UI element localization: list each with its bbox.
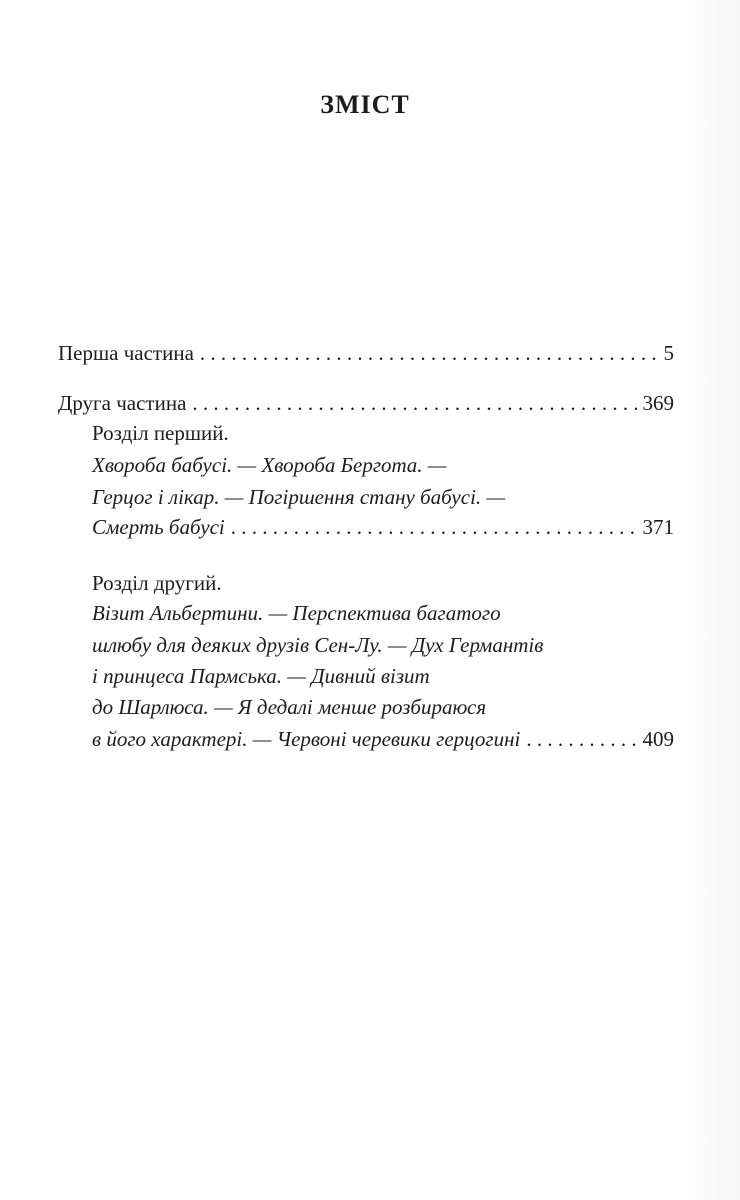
page-edge-shade — [680, 0, 740, 1200]
toc-entry-chapter1[interactable] — [92, 512, 674, 542]
dot-leader — [200, 338, 658, 368]
chapter2-line-3: і принцеса Пармська. — Дивний візит — [92, 664, 430, 688]
toc-entry-part1[interactable] — [58, 338, 674, 368]
toc-page-number: 5 — [663, 341, 674, 365]
dot-leader — [526, 724, 636, 754]
chapter2-heading: Розділ другий. — [92, 571, 222, 595]
chapter1-line-1: Хвороба бабусі. — Хвороба Берготa. — — [92, 453, 447, 477]
toc-page-number: 369 — [642, 391, 674, 415]
chapter2-line-2: шлюбу для деяких друзів Сен-Лу. — Дух Германтів — [92, 633, 544, 657]
chapter2-line-1: Візит Альбертини. — Перспектива багатого — [92, 601, 501, 625]
toc-page-number: 409 — [642, 727, 674, 751]
dot-leader — [192, 388, 636, 418]
toc-page-number: 371 — [642, 515, 674, 539]
chapter1-line-3: Смерть бабусі — [92, 515, 225, 539]
toc-entry-label: Друга частина — [58, 391, 187, 415]
dot-leader — [231, 512, 637, 542]
toc-entry-chapter2[interactable] — [92, 724, 674, 754]
toc-entry-label: Перша частина — [58, 341, 194, 365]
chapter2-line-4: до Шарлюса. — Я дедалі менше розбираюся — [92, 695, 487, 719]
page-title: ЗМІСТ — [320, 90, 410, 119]
toc-entry-part2[interactable] — [58, 388, 674, 418]
chapter1-line-2: Герцог і лікар. — Погіршення стану бабусі. — — [92, 485, 506, 509]
chapter1-heading: Розділ перший. — [92, 421, 229, 445]
chapter2-line-5: в його характері. — Червоні черевики герцогині — [92, 727, 521, 751]
